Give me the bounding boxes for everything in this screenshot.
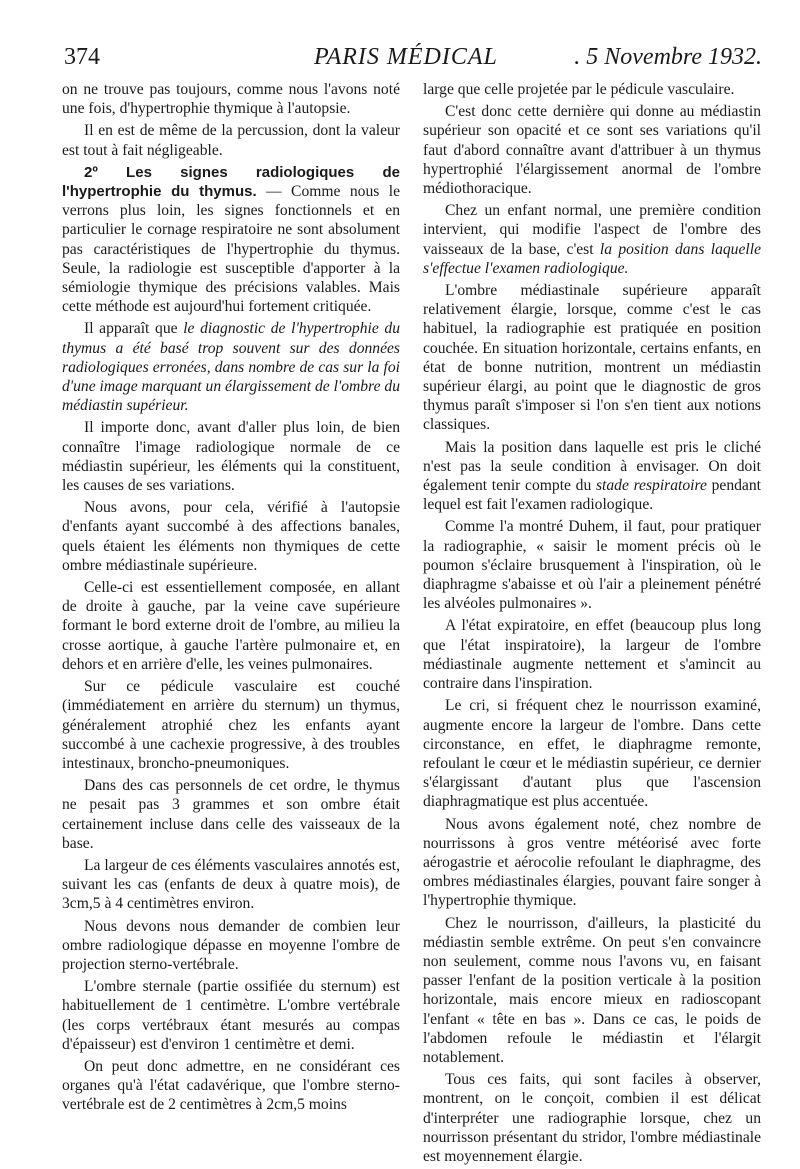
paragraph: Le cri, si fréquent chez le nourrisson examiné, augmente encore la largeur de l'ombre. Dans cette circonstance, en effet, le diaphragme remonte, refoulant le cœur et le médiastin supérieur, ce dernier s'élargissant d'autant plus que l'ascension diaphragmatique est plus accentuée. xyxy=(423,697,761,811)
section-heading: 2º Les signes radiologiques de l'hypertrophie du thymus. xyxy=(62,163,400,201)
paragraph: large que celle projetée par le pédicule vasculaire. xyxy=(423,81,735,98)
paragraph-text: Chez un enfant normal, une première condition intervient, qui modifie l'aspect de l'ombre des vaisseaux de la base, c'est xyxy=(423,202,761,258)
emphasis-text: le diagnostic de l'hypertrophie du thymus a été basé trop souvent sur des données radiologiques erronées, dans nombre de cas sur la foi d'une image marquant un élargissement de l'ombre du médiastin supérieur. xyxy=(62,320,400,415)
right-column xyxy=(423,80,761,1169)
paragraph: Comme l'a montré Duhem, il faut, pour pratiquer la radiographie, « saisir le moment précis où le poumon s'éclaire brusquement à l'inspiration, où le diaphragme s'abaisse et où l'air a pleinement pénétré les alvéoles pulmonaires ». xyxy=(423,518,761,613)
paragraph xyxy=(62,319,400,415)
left-column xyxy=(62,80,400,1118)
paragraph xyxy=(423,201,761,278)
paragraph: Nous avons également noté, chez nombre de nourrissons à gros ventre météorisé avec forte aérogastrie et aérocolie refoulant le diaphragme, des ombres médiastinales élargies, pouvant faire songer à l'hypertrophie thymique. xyxy=(423,815,761,910)
paragraph: Chez le nourrisson, d'ailleurs, la plasticité du médiastin semble extrême. On peut s'en convaincre non seulement, comme nous l'avons vu, en faisant passer l'enfant de la position verticale à la position horizontale, mais encore mieux en radioscopant l'enfant « tête en bas ». Dans ce cas, le poids de l'abdomen refoule le médiastin et l'élargit notablement. xyxy=(423,914,761,1066)
issue-date: . 5 Novembre 1932. xyxy=(574,44,762,70)
paragraph: L'ombre sternale (partie ossifiée du sternum) est habituellement de 1 centimètre. L'ombre vertébrale (les corps vertébraux étant mesurés au compas d'épaisseur) est d'environ 1 centimètre et demi. xyxy=(62,978,400,1053)
paragraph: C'est donc cette dernière qui donne au médiastin supérieur son opacité et ce sont ses variations qu'il faut d'abord connaître avant d'attribuer à un thymus hypertrophié l'élargissement anormal de l'ombre médiothoracique. xyxy=(423,103,761,198)
journal-title: PARIS MÉDICAL xyxy=(314,44,498,70)
paragraph: A l'état expiratoire, en effet (beaucoup plus long que l'état inspiratoire), la largeur de l'ombre médiastinale augmente nettement et s'amincit au contraire dans l'inspiration. xyxy=(423,617,761,693)
paragraph-text: pendant lequel est fait l'examen radiologique. xyxy=(423,477,761,514)
paragraph: Dans des cas personnels de cet ordre, le thymus ne pesait pas 3 grammes et son ombre était certainement incluse dans celle des vaisseaux de la base. xyxy=(62,777,400,852)
paragraph-text: Mais la position dans laquelle est pris le cliché n'est pas la seule condition à envisager. On doit également tenir compte du xyxy=(423,438,761,495)
paragraph: Nous avons, pour cela, vérifié à l'autopsie d'enfants ayant succombé à des affections banales, quels étaient les éléments non thymiques de cette ombre médiastinale supérieure. xyxy=(62,499,400,574)
paragraph xyxy=(62,163,400,317)
paragraph-text: Il apparaît que xyxy=(84,320,184,338)
paragraph: on ne trouve pas toujours, comme nous l'avons noté une fois, d'hypertrophie thymique à l'autopsie. xyxy=(62,81,400,118)
page-number: 374 xyxy=(64,44,100,70)
paragraph: Il importe donc, avant d'aller plus loin, de bien connaître l'image radiologique normale de ce médiastin supérieur, les éléments qui la constituent, les causes de ses variations. xyxy=(62,419,400,495)
paragraph: Tous ces faits, qui sont faciles à observer, montrent, on le conçoit, combien il est délicat d'interpréter une radiographie lorsque, chez un nourrisson présentant du stridor, l'ombre médiastinale est moyennement élargie. xyxy=(423,1071,761,1165)
paragraph: On peut donc admettre, en ne considérant ces organes qu'à l'état cadavérique, que l'ombre sterno-vertébrale est de 2 centimètres à 2cm,5 moins xyxy=(62,1057,400,1114)
paragraph: Sur ce pédicule vasculaire est couché (immédiatement en arrière du sternum) un thymus, généralement atrophié chez les enfants ayant succombé à une cachexie progressive, à des troubles intestinaux, broncho-pneumoniques. xyxy=(62,678,400,772)
emphasis-text: la position dans laquelle s'effectue l'examen radiologique. xyxy=(423,240,761,277)
emphasis-text: stade respiratoire xyxy=(595,477,707,495)
paragraph: Nous devons nous demander de combien leur ombre radiologique dépasse en moyenne l'ombre de projection sterno-vertébrale. xyxy=(62,917,400,973)
paragraph xyxy=(423,438,761,515)
running-header xyxy=(64,44,762,76)
paragraph: La largeur de ces éléments vasculaires annotés est, suivant les cas (enfants de deux à quatre mois), de 3cm,5 à 4 centimètres environ. xyxy=(62,856,400,913)
paragraph: L'ombre médiastinale supérieure apparaît relativement élargie, lorsque, comme c'est le cas habituel, la radiographie est pratiquée en position couchée. En situation horizontale, certains enfants, en état de bonne nutrition, montrent un médiastin supérieur élargi, au point que le diagnostic de gros thymus paraît s'imposer si l'on s'en tient aux notions classiques. xyxy=(423,282,761,434)
paragraph: Celle-ci est essentiellement composée, en allant de droite à gauche, par la veine cave supérieure formant le bord externe droit de l'ombre, au milieu la crosse aortique, à gauche l'artère pulmonaire et, en dehors et en arrière d'elle, les veines pulmonaires. xyxy=(62,579,400,673)
paragraph-text: — Comme nous le verrons plus loin, les signes fonctionnels et en particulier le cornage respiratoire ne sont absolument pas caractéristiques de l'hypertrophie du thymus. Seule, la radiologie est susceptible d'apporter à la sémiologie thymique des précisions valables. Mais cette méthode est aujourd'hui fortement critiquée. xyxy=(62,183,400,316)
paragraph: Il en est de même de la percussion, dont la valeur est tout à fait négligeable. xyxy=(62,122,400,159)
